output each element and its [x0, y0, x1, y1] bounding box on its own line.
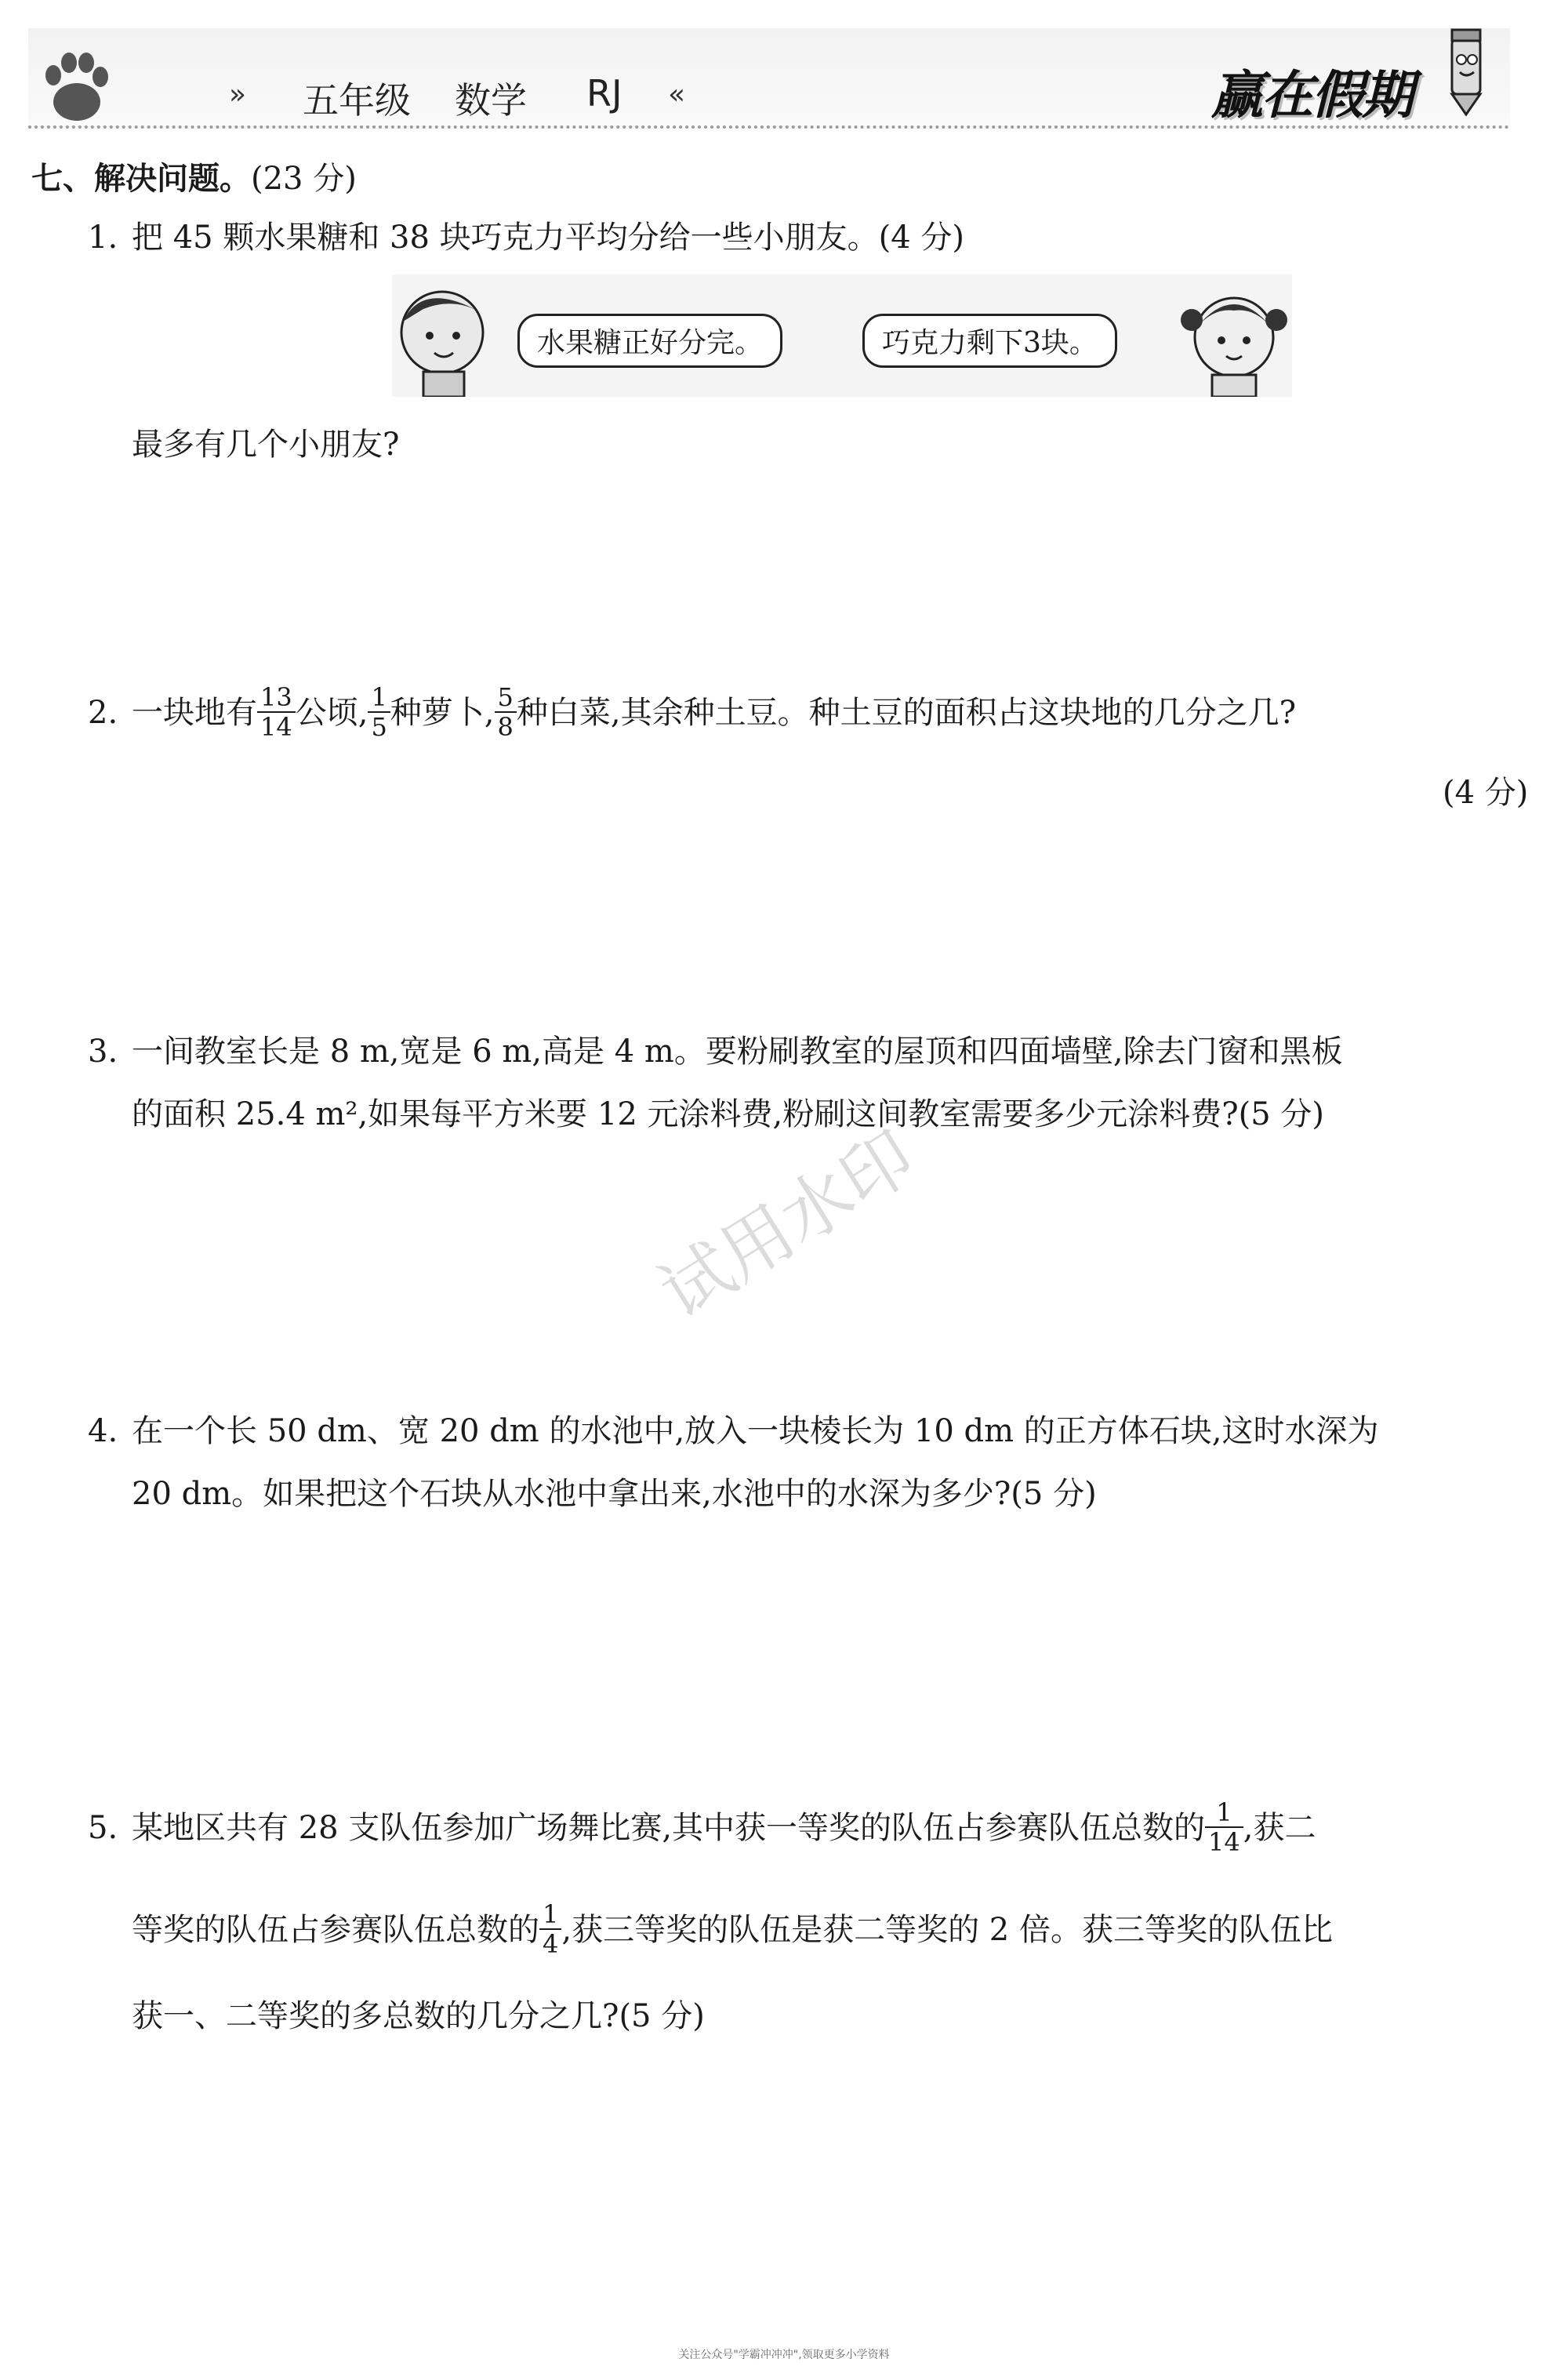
question-text: 公顷, [295, 695, 368, 731]
question-2 [88, 681, 1562, 745]
question-3 [88, 1019, 1562, 1084]
page-footer: 关注公众号"学霸冲冲冲",领取更多小学资料 [678, 2349, 890, 2361]
question-text: ,获二 [1243, 1810, 1316, 1846]
question-1-prompt: 最多有几个小朋友? [132, 427, 400, 463]
fraction [369, 683, 388, 741]
paw-icon [38, 52, 113, 124]
question-text: 一间教室长是 8 m,宽是 6 m,高是 4 m。要粉刷教室的屋顶和四面墙壁,除去门窗和黑板 [132, 1034, 1343, 1070]
question-text: 某地区共有 28 支队伍参加广场舞比赛,其中获一等奖的队伍占参赛队伍总数的 [132, 1810, 1206, 1846]
header-edition: RJ [586, 72, 622, 114]
section-points: (23 分) [251, 161, 357, 197]
question-number: 1. [88, 220, 118, 256]
boy-illustration-icon [392, 274, 502, 397]
question-text: 把 45 颗水果糖和 38 块巧克力平均分给一些小朋友。(4 分) [132, 220, 965, 256]
question-2-points: (4 分) [1443, 775, 1529, 811]
question-4 [88, 1399, 1562, 1463]
question-number: 4. [88, 1413, 118, 1449]
question-text: 种萝卜, [390, 695, 495, 731]
chevron-right-icon: » [229, 78, 242, 111]
question-3-line2: 的面积 25.4 m²,如果每平方米要 12 元涂料费,粉刷这间教室需要多少元涂料费?(5 分) [132, 1096, 1325, 1132]
question-text: 在一个长 50 dm、宽 20 dm 的水池中,放入一块棱长为 10 dm 的正方体石块,这时水深为 [132, 1413, 1379, 1449]
speech-bubble-left: 水果糖正好分完。 [517, 314, 782, 368]
chevron-left-icon: « [668, 78, 681, 111]
question-text: ,获三等奖的队伍是获二等奖的 2 倍。获三等奖的队伍比 [561, 1912, 1333, 1948]
question-4-line2: 20 dm。如果把这个石块从水池中拿出来,水池中的水深为多少?(5 分) [132, 1476, 1097, 1512]
fraction [259, 683, 294, 741]
question-number: 3. [88, 1034, 118, 1070]
section-title-text: 七、解决问题。 [31, 161, 251, 197]
question-1 [88, 205, 1546, 270]
girl-illustration-icon [1176, 274, 1292, 397]
fraction [541, 1900, 560, 1958]
fraction-numerator: 5 [497, 682, 514, 712]
brand-logo: 赢在假期 [1211, 65, 1412, 125]
question-text: 一块地有 [132, 695, 257, 731]
question-5-line2 [132, 1898, 1333, 1962]
question-text: 等奖的队伍占参赛队伍总数的 [132, 1912, 539, 1948]
fraction-numerator: 1 [543, 1899, 559, 1929]
fraction [496, 683, 515, 741]
speech-bubble-right: 巧克力剩下3块。 [862, 314, 1117, 368]
fraction-numerator: 1 [371, 682, 387, 712]
fraction-denominator: 14 [260, 712, 292, 742]
question-5 [88, 1796, 1562, 1860]
fraction-denominator: 14 [1208, 1827, 1240, 1857]
header-subject: 数学 [455, 79, 527, 122]
fraction-numerator: 13 [260, 682, 292, 712]
question-text: 种白菜,其余种土豆。种土豆的面积占这块地的几分之几? [516, 695, 1297, 731]
pencil-mascot-icon [1435, 24, 1497, 118]
header-grade: 五年级 [303, 79, 411, 122]
fraction-denominator: 5 [371, 712, 387, 742]
fraction-denominator: 4 [543, 1929, 559, 1959]
fraction [1207, 1798, 1242, 1856]
fraction-denominator: 8 [497, 712, 514, 742]
question-5-line3: 获一、二等奖的多总数的几分之几?(5 分) [132, 1998, 705, 2034]
watermark: 试用水印 [646, 1115, 929, 1335]
question-number: 2. [88, 695, 118, 731]
section-title [31, 154, 357, 198]
question-number: 5. [88, 1810, 118, 1846]
fraction-numerator: 1 [1216, 1797, 1232, 1827]
